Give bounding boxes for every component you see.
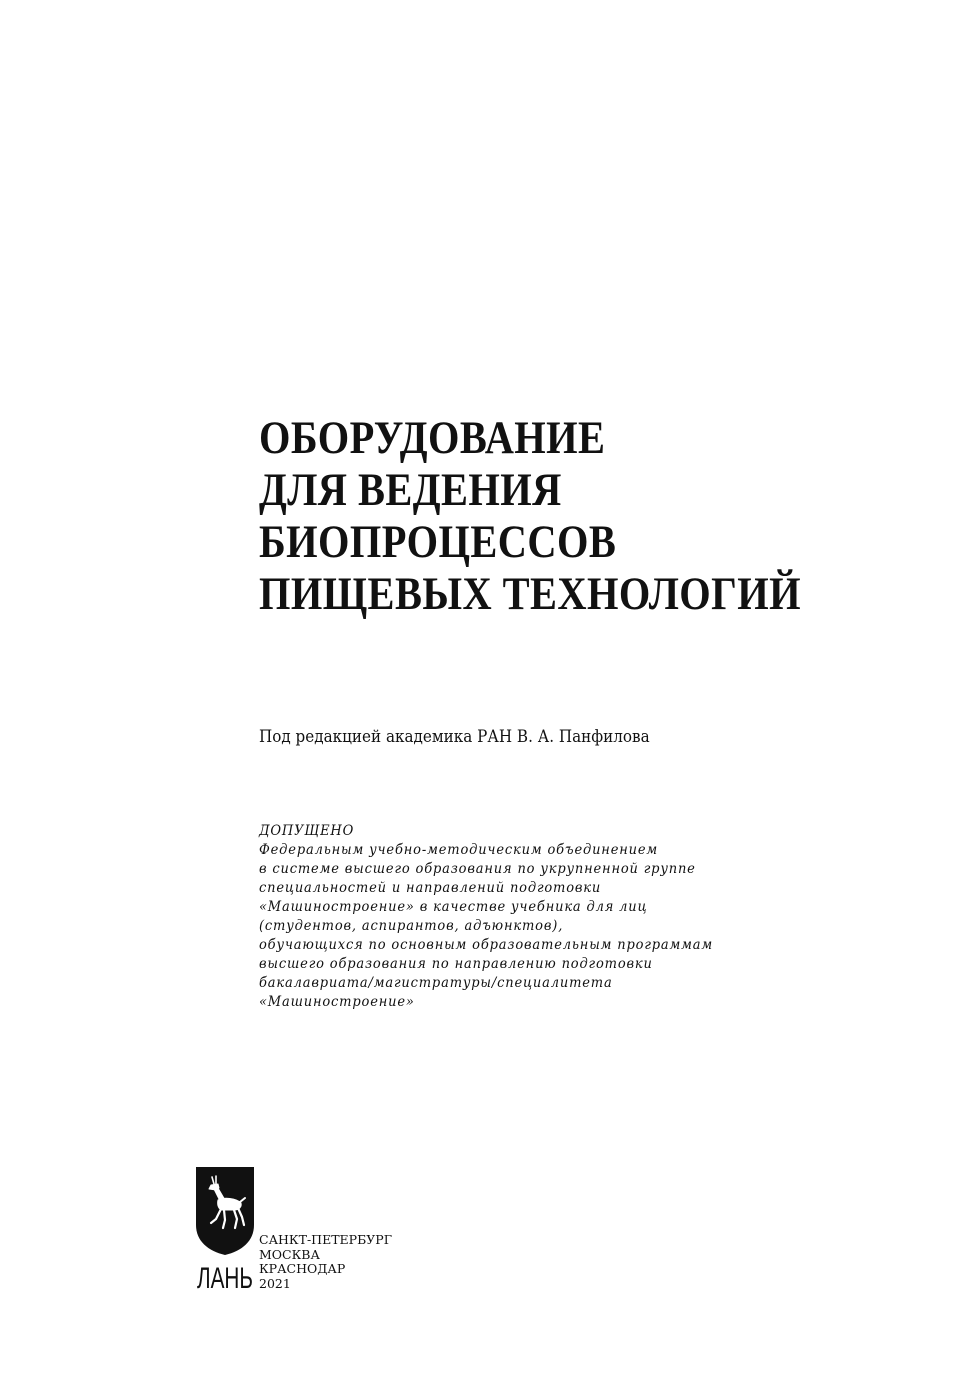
title-line: ПИЩЕВЫХ ТЕХНОЛОГИЙ (259, 568, 802, 620)
city: МОСКВА (259, 1246, 320, 1262)
title-line: ДЛЯ ВЕДЕНИЯ (259, 464, 562, 516)
approval-line: ДОПУЩЕНО (259, 823, 355, 839)
approval-line: специальностей и направлений подготовки (259, 880, 602, 896)
title-line: ОБОРУДОВАНИЕ (259, 412, 606, 464)
book-title (259, 412, 801, 620)
approval-line: «Машиностроение» в качестве учебника для лиц (259, 899, 648, 915)
approval-line: Федеральным учебно-методическим объединением (259, 842, 659, 858)
editor-credit: Под редакцией академика РАН В. А. Панфилова (259, 727, 650, 746)
title-line: БИОПРОЦЕССОВ (259, 516, 617, 568)
city: КРАСНОДАР (259, 1261, 346, 1276)
logo-wordmark: ЛАНЬ (197, 1262, 253, 1291)
publisher-imprint (259, 1233, 392, 1291)
publisher-logo-icon (196, 1167, 254, 1291)
approval-statement (259, 822, 713, 1012)
approval-line: в системе высшего образования по укрупненной группе (259, 861, 696, 877)
approval-line: (студентов, аспирантов, адъюнктов), (259, 918, 564, 934)
publication-year: 2021 (259, 1275, 291, 1291)
approval-line: высшего образования по направлению подготовки (259, 956, 653, 972)
city: САНКТ-ПЕТЕРБУРГ (259, 1232, 392, 1247)
approval-line: «Машиностроение» (259, 994, 415, 1010)
approval-line: бакалавриата/магистратуры/специалитета (259, 975, 613, 991)
approval-line: обучающихся по основным образовательным программам (259, 937, 714, 953)
